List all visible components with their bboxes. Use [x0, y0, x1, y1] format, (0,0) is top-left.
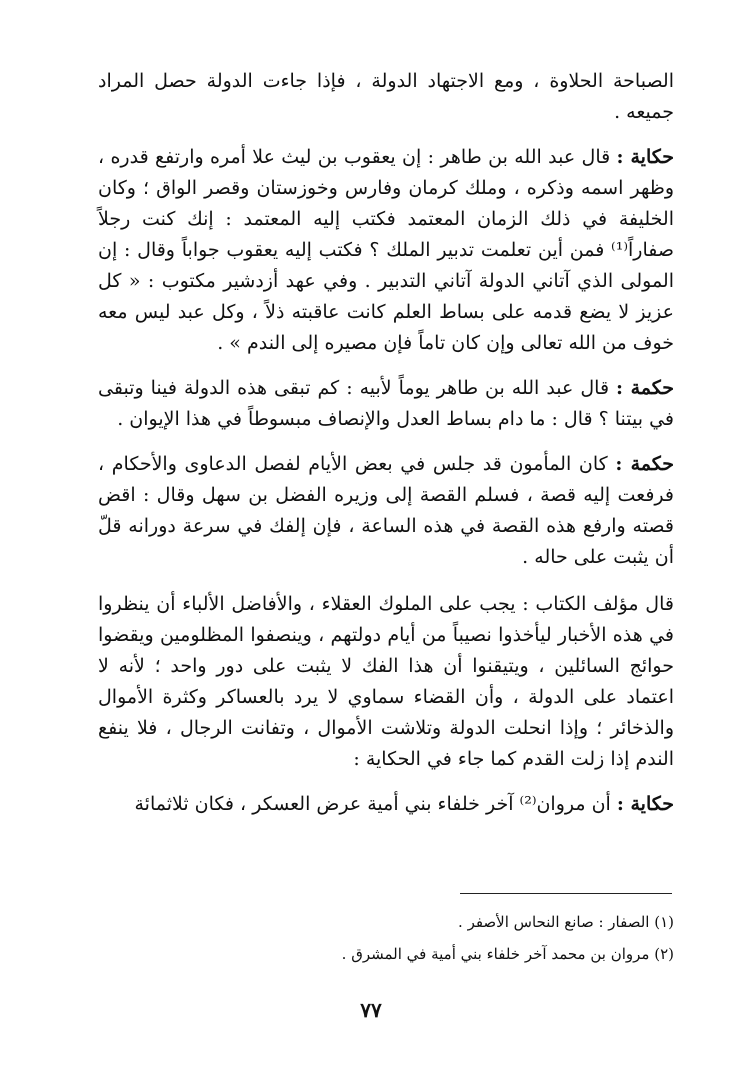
paragraph-6: [98, 789, 674, 820]
paragraph-term: حكمة :: [615, 453, 674, 475]
footnotes: [98, 906, 674, 970]
footnote-divider: [460, 893, 672, 894]
paragraph-text: قال عبد الله بن طاهر يوماً لأبيه : كم تبقى هذه الدولة فينا وتبقى في بيتنا ؟ قال : ما دام بساط العدل والإنصاف مبسوطاً في هذا الإيوان .: [98, 377, 674, 430]
main-text: [98, 66, 674, 820]
paragraph-term: حكاية :: [616, 146, 674, 168]
footnote-1: (١) الصفار : صانع النحاس الأصفر .: [458, 913, 674, 931]
paragraph-term: حكمة :: [616, 377, 674, 399]
page-number: ٧٧: [360, 998, 382, 1022]
paragraph-text: كان المأمون قد جلس في بعض الأيام لفصل الدعاوى والأحكام ، فرفعت إليه قصة ، فسلم القصة إلى وزيره الفضل بن سهل وقال : اقض قصته وارفع هذه القصة في هذه الساعة ، فإن إلفك في سرعة دورانه قلّ أن يثبت على حاله .: [98, 453, 674, 568]
paragraph-3: [98, 373, 674, 435]
paragraph-text: الصباحة الحلاوة ، ومع الاجتهاد الدولة ، فإذا جاءت الدولة حصل المراد جميعه .: [98, 70, 674, 123]
footnote-2: (٢) مروان بن محمد آخر خلفاء بني أمية في المشرق .: [341, 945, 674, 963]
paragraph-4: [98, 449, 674, 573]
paragraph-text: قال مؤلف الكتاب : يجب على الملوك العقلاء ، والأفاضل الألباء أن ينظروا في هذه الأخبار ليأخذوا نصيباً من أيام دولتهم ، وينصفوا المظلومين ويقضوا حوائج السائلين ، ويتيقنوا أن هذا الفك لا يثبت على دور واحد ؛ لأنه لا اعتماد على الدولة ، وأن القضاء سماوي لا يرد بالعساكر وكثرة الأموال والذخائر ؛ وإذا انحلت الدولة وتلاشت الأموال ، وتفانت الرجال ، فلا ينفع الندم إذا زلت القدم كما جاء في الحكاية :: [98, 593, 674, 770]
paragraph-5: [98, 589, 674, 775]
paragraph-term: حكاية :: [616, 793, 674, 815]
paragraph-text: قال عبد الله بن طاهر : إن يعقوب بن ليث علا أمره وارتفع قدره ، وظهر اسمه وذكره ، وملك كرمان وفارس وخوزستان وقصر الواق ؛ وكان الخليفة في ذلك الزمان المعتمد فكتب إليه المعتمد : إنك كنت رجلاً صفاراً⁽¹⁾ فمن أين تعلمت تدبير الملك ؟ فكتب إليه يعقوب جواباً وقال : إن المولى الذي آتاني الدولة آتاني التدبير . وفي عهد أزدشير مكتوب : « كل عزيز لا يضع قدمه على بساط العلم كانت عاقبته ذلاً ، وكل عبد ليس معه خوف من الله تعالى وإن كان تاماً فإن مصيره إلى الندم » .: [98, 146, 674, 354]
paragraph-text: أن مروان⁽²⁾ آخر خلفاء بني أمية عرض العسكر ، فكان ثلاثمائة: [134, 793, 617, 815]
paragraph-1: [98, 66, 674, 128]
paragraph-2: [98, 142, 674, 359]
